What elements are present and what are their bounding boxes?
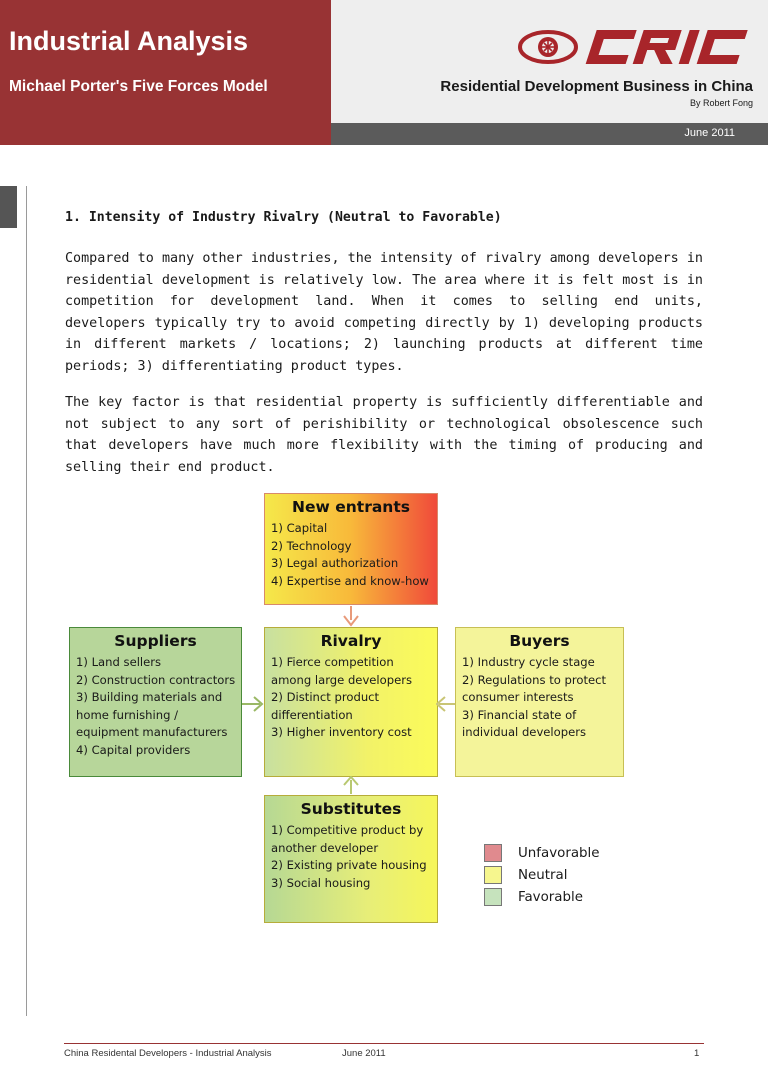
substitutes-box (264, 795, 438, 923)
legend-item (484, 864, 600, 886)
header-red-panel (0, 0, 331, 145)
buyers-title: Buyers (509, 632, 570, 650)
footer-date: June 2011 (342, 1048, 386, 1059)
list-item: 2) Distinct product differentiation (271, 690, 380, 722)
report-title: Industrial Analysis (9, 26, 249, 56)
list-item: 1) Fierce competition among large developers (271, 655, 413, 687)
list-item: 3) Higher inventory cost (271, 725, 412, 739)
side-tab-marker (0, 186, 17, 228)
document-title: Residential Development Business in China (440, 78, 753, 95)
legend-swatch-favorable (484, 888, 502, 906)
cric-logo (518, 26, 758, 68)
list-item: 4) Capital providers (76, 742, 191, 757)
list-item: 2) Regulations to protect consumer interests (462, 672, 607, 704)
paragraph: Compared to many other industries, the intensity of rivalry among developers in residential development is relatively low. The area where it is felt most is in competition for development land. When it comes to selling end units, developers typically try to avoid competing directly by 1) developing products in different markets / locations; 2) launching products at different time periods; 3) differentiating product types. (65, 251, 703, 374)
footer-title: China Residental Developers - Industrial Analysis (64, 1048, 272, 1059)
list-item: 2) Construction contractors (76, 672, 236, 687)
arrow-left-icon (436, 694, 456, 714)
suppliers-box (69, 627, 242, 777)
legend-label: Favorable (518, 889, 583, 905)
list-item: 1) Capital (271, 521, 328, 535)
list-item: 1) Land sellers (76, 655, 162, 669)
legend-label: Neutral (518, 867, 568, 883)
substitutes-title: Substitutes (300, 800, 402, 818)
rivalry-title: Rivalry (320, 632, 382, 650)
legend-label: Unfavorable (518, 845, 600, 861)
rivalry-box (264, 627, 438, 777)
list-item: 3) Social housing (271, 875, 371, 890)
list-item: 4) Expertise and know-how (271, 573, 429, 588)
legend-swatch-neutral (484, 866, 502, 884)
new-entrants-box (264, 493, 438, 605)
suppliers-title: Suppliers (114, 632, 197, 650)
list-item: 3) Legal authorization (271, 556, 399, 570)
arrow-down-icon (340, 604, 362, 628)
header-date: June 2011 (684, 127, 735, 139)
list-item: 2) Technology (271, 538, 352, 553)
list-item: 1) Competitive product by another developer (271, 823, 424, 855)
legend-swatch-unfavorable (484, 844, 502, 862)
list-item: 2) Existing private housing (271, 858, 427, 872)
list-item: 3) Financial state of individual developers (462, 707, 587, 739)
list-item: 1) Industry cycle stage (462, 655, 595, 669)
arrow-up-icon (340, 776, 362, 796)
side-rule (26, 186, 27, 1016)
legend-item (484, 842, 600, 864)
legend-item (484, 886, 600, 908)
legend (484, 842, 600, 908)
paragraph: The key factor is that residential property is sufficiently differentiable and not subject to any sort of perishibility or technological obsolescence such that developers have much more flexibility with the timing of producing and selling their end product. (65, 395, 703, 475)
buyers-box (455, 627, 624, 777)
report-subtitle: Michael Porter's Five Forces Model (9, 78, 268, 95)
section-heading: 1. Intensity of Industry Rivalry (Neutral to Favorable) (65, 210, 502, 225)
footer-rule (64, 1043, 704, 1044)
list-item: 3) Building materials and home furnishing / equipment manufacturers (76, 690, 228, 739)
new-entrants-title: New entrants (292, 498, 410, 516)
arrow-right-icon (241, 694, 265, 714)
document-author: By Robert Fong (689, 98, 753, 108)
page-number: 1 (694, 1048, 700, 1059)
